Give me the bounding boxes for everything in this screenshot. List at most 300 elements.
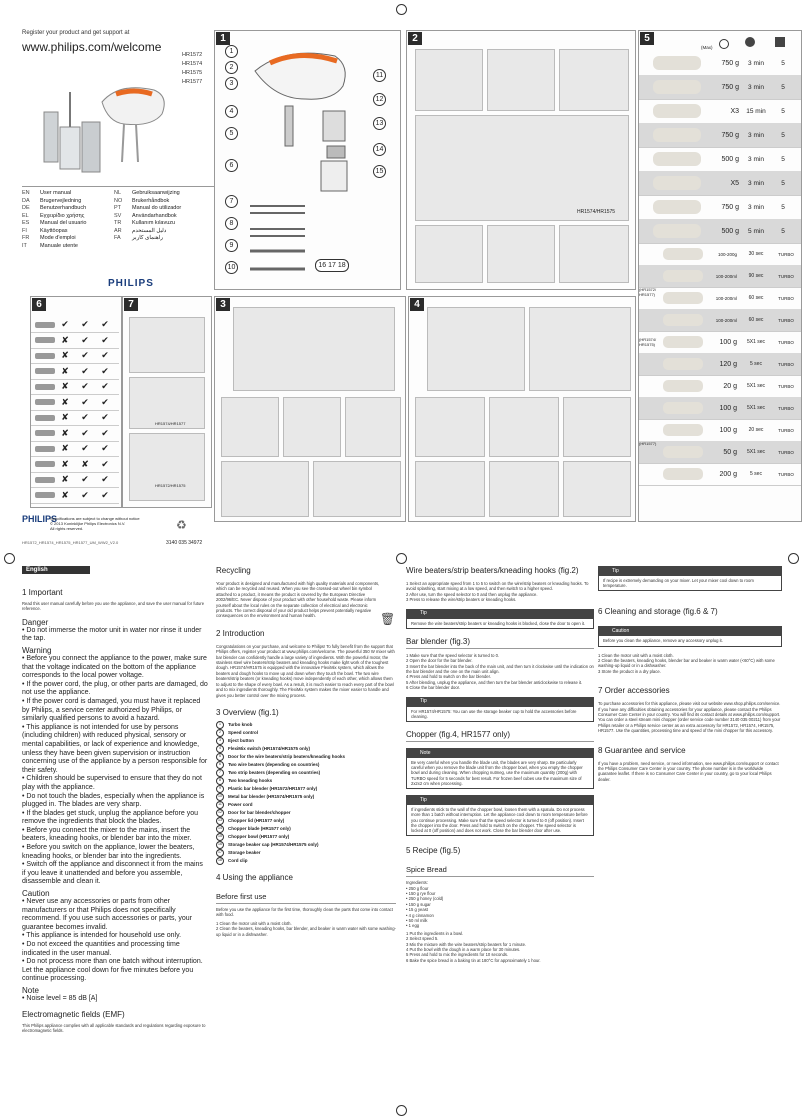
care-row (31, 333, 119, 349)
guarantee-heading: 8 Guarantee and service (598, 745, 686, 755)
overview-label: Storage beaker cap (HR1574/HR1575 only) (228, 842, 319, 848)
column-2 (216, 566, 396, 937)
warning-list (22, 655, 208, 887)
figure-5-panel (638, 30, 802, 522)
recipe-amount: X5 (730, 179, 739, 187)
overview-list (216, 721, 396, 865)
fig2-step5 (415, 225, 483, 283)
caution-list (22, 898, 208, 984)
check-icon: ✔ (101, 458, 109, 469)
fig7-label-2: HR1572/HR1575 (155, 483, 186, 488)
fig2-model-label: HR1574/HR1575 (577, 209, 616, 215)
turbo-row (639, 353, 801, 376)
spec-block (50, 516, 140, 531)
part-icon (35, 415, 55, 421)
check-icon: ✔ (101, 319, 109, 329)
recipe-amount: 750 g (721, 203, 739, 211)
language-row (22, 235, 222, 243)
recipe-row (639, 99, 801, 124)
recipe-speed: 5 (781, 107, 785, 115)
overview-label: Metal bar blender (HR1574/HR1575 only) (228, 794, 315, 800)
language-code: AR (114, 227, 122, 234)
overview-item (216, 745, 396, 753)
list-item: 5 Press and hold to mix the ingredients for 10 seconds. (406, 952, 509, 958)
fig2-step3 (559, 49, 629, 111)
check-icon: ✔ (101, 381, 109, 391)
side-label-1: (HR1572/ HR1577) (639, 287, 657, 297)
recipe-row (639, 147, 801, 172)
language-title: User manual (40, 190, 72, 196)
turbo-speed: TURBO (778, 383, 794, 389)
food-icon (663, 446, 703, 458)
overview-number: 16 (216, 841, 224, 849)
note-bar: Note (406, 748, 594, 757)
turbo-amount: 120 g (719, 360, 737, 368)
speed-icon (775, 37, 785, 47)
figure-5-tag: 5 (640, 32, 654, 45)
turbo-time: 20 sec (748, 427, 764, 433)
wire-heading: Wire beaters/strip beaters/kneading hooks (fig.2) (406, 566, 579, 575)
turbo-time: 5 sec (750, 361, 762, 367)
turbo-speed: TURBO (778, 295, 794, 301)
language-list (22, 190, 222, 250)
list-item: • 1 egg (406, 923, 420, 929)
figure-3-panel (214, 296, 406, 522)
turbo-speed: TURBO (778, 317, 794, 323)
max-label: (Max) (701, 45, 713, 50)
crop-mark-top (396, 4, 407, 15)
bin-icon: 🗑 (380, 612, 396, 626)
turbo-row (639, 419, 801, 442)
fig4-step2 (529, 307, 631, 391)
side-label-3: (HR1577) (639, 441, 657, 446)
tip-2-body: For HR1574/HR1575: You can use the storage beaker cup to hold the accessories before cleaning. (406, 706, 594, 722)
emf-text: This Philips appliance complies with all applicable standards and regulations regarding exposure to electromagnetic fields. (22, 1022, 206, 1033)
callout-number: 6 (225, 159, 238, 172)
crop-mark-center (396, 553, 407, 564)
food-icon (663, 248, 703, 260)
figure-2-panel (406, 30, 636, 290)
list-item: • If the power cord is damaged, you must have it replaced by Philips, a service center authorized by Philips, or similarly qualified persons to avoid a hazard. (22, 697, 201, 723)
part-icon (35, 353, 55, 359)
overview-number: 5 (216, 753, 224, 761)
overview-label: Chopper bowl (HR1577 only) (228, 834, 290, 840)
tip-3-body: If ingredients stick to the wall of the chopper bowl, loosen them with a spatula. Do not process more than 1 batch without interruption. Let the appliance cool down to room temperature before you continue processing. Make sure that the speed selector is turned to 0 (off position). Insert the chopper into the door. Press and hold to switch on the chopper. The speed selector is locked at 0 (off position) and does not work. Close the bar blender door after use. (406, 804, 594, 836)
list-item: Ingredients: (406, 880, 428, 886)
figure-4-tag: 4 (410, 298, 424, 311)
cross-icon: ✘ (61, 396, 69, 407)
food-icon (653, 224, 701, 238)
language-code: SV (114, 212, 122, 219)
list-item: 4 Press and hold to switch on the bar blender. (406, 674, 491, 680)
overview-number: 6 (216, 761, 224, 769)
food-icon (663, 402, 703, 414)
check-icon: ✔ (101, 443, 109, 453)
food-icon (663, 336, 703, 348)
overview-label: Plastic bar blender (HR1572/HR1577 only) (228, 786, 318, 792)
list-item: 1 Put the ingredients in a bowl. (406, 930, 464, 936)
caution-bar: Caution (598, 626, 782, 635)
language-title: Benutzerhandbuch (40, 205, 87, 211)
model-2: HR1574 (182, 61, 203, 67)
food-icon (653, 176, 701, 190)
overview-number: 14 (216, 825, 224, 833)
chopper-heading: Chopper (fig.4, HR1577 only) (406, 730, 594, 742)
website-url[interactable]: www.philips.com/welcome (22, 40, 162, 54)
check-icon: ✔ (101, 489, 109, 500)
part-icon (35, 461, 55, 467)
recipe-speed: 5 (781, 203, 785, 211)
recipe-amount: 500 g (721, 227, 739, 235)
cross-icon: ✘ (61, 427, 69, 438)
figure-1-panel (214, 30, 401, 290)
overview-label: Chopper blade (HR1577 only) (228, 826, 291, 832)
part-icon (35, 322, 55, 328)
turbo-amount: 20 g (723, 382, 737, 390)
mixer-parts-drawing (245, 41, 355, 281)
before-text: Before you use the appliance for the first time, thoroughly clean the parts that come into contact with food. (216, 906, 393, 918)
turbo-time: 60 sec (748, 317, 764, 323)
language-code: PT (114, 205, 122, 211)
callout-number: 12 (373, 93, 386, 106)
list-item: 2 Clean the beaters, kneading hooks, bar blender, and beaker in warm water with some washing-up liquid or in a dishwasher. (216, 926, 396, 937)
language-code: DE (22, 205, 30, 211)
fig4-step7 (489, 461, 559, 517)
language-row (22, 205, 222, 213)
recipe-speed: 5 (781, 227, 785, 235)
list-item: 2 Select speed 5. (406, 936, 439, 942)
important-heading: 1 Important (22, 588, 63, 597)
caution-body: Before you clean the appliance, remove any accessory unplug it. (598, 635, 782, 646)
language-code: DA (22, 197, 30, 204)
overview-label: Storage beaker (228, 850, 261, 856)
model-1: HR1572 (182, 52, 203, 58)
recycling-text: Your product is designed and manufactured with high quality materials and components, which can be recycled and reused. When you see the crossed-out wheel bin symbol attached to a product, it means the product is covered by the European Directive 2002/96/EC. Never dispose of your product with other household waste. Please inform yourself about the local rules on the separate collection of electrical and electronic products. The correct disposal of your old product helps prevent potentially negative consequences on the environment and human health. (216, 581, 380, 619)
check-icon: ✔ (101, 427, 109, 438)
list-item: 5 After blending, unplug the appliance, and then turn the bar blender anticlockwise to release it. (406, 679, 583, 685)
overview-item (216, 793, 396, 801)
cleaning-steps (598, 653, 782, 675)
overview-number: 13 (216, 817, 224, 825)
overview-number: 3 (216, 737, 224, 745)
turbo-speed: TURBO (778, 427, 794, 433)
overview-number: 10 (216, 793, 224, 801)
turbo-amount: 100 g (719, 338, 737, 346)
cross-icon: ✘ (61, 474, 69, 484)
tip-1-bar: Tip (406, 609, 594, 618)
list-item: • Noise level = 85 dB [A] (22, 994, 98, 1002)
recipe-time: 3 min (748, 203, 764, 211)
fig2-step1 (415, 49, 483, 111)
care-row (31, 472, 119, 488)
turbo-amount: 100 g (719, 404, 737, 412)
turbo-speed: TURBO (778, 449, 794, 455)
clock-icon (719, 39, 729, 49)
bar-blender-heading: Bar blender (fig.3) (406, 637, 594, 649)
fig4-step8 (563, 461, 631, 517)
language-title: Brukerhåndbok (132, 197, 170, 204)
divider (22, 186, 222, 187)
recipe-amount: 750 g (721, 131, 739, 139)
food-icon (663, 314, 703, 326)
list-item: • 250 g honey (cold) (406, 896, 444, 902)
recipe-heading: 5 Recipe (fig.5) (406, 846, 461, 856)
list-item: 3 Store the product in a dry place. (598, 668, 661, 674)
list-item: • Do not exceed the quantities and processing time indicated in the user manual. (22, 941, 180, 957)
food-icon (653, 56, 701, 70)
fig4-step3 (415, 397, 485, 457)
callout-number: 7 (225, 195, 238, 208)
fig2-step2 (487, 49, 555, 111)
check-icon: ✔ (81, 319, 89, 329)
cross-icon: ✘ (81, 458, 89, 469)
turbo-row (639, 397, 801, 420)
part-icon (35, 430, 55, 436)
recipe-speed: 5 (781, 83, 785, 91)
list-item: 3 Press to release the wire/strip beaters or kneading hooks. (406, 597, 517, 603)
language-row (22, 243, 222, 251)
caution-heading: Caution (22, 889, 50, 899)
overview-item (216, 857, 396, 865)
language-title: Käyttöopas (40, 227, 68, 234)
check-icon: ✔ (101, 350, 109, 360)
turbo-row (639, 309, 801, 332)
overview-label: Door for the wire beaters/strip beaters/kneading hooks (228, 754, 346, 760)
register-text: Register your product and get support at (22, 30, 130, 36)
care-row (31, 457, 119, 473)
callout-number: 13 (373, 117, 386, 130)
recipe-speed: 5 (781, 131, 785, 139)
warning-heading: Warning (22, 646, 52, 655)
overview-heading: 3 Overview (fig.1) (216, 707, 279, 717)
list-item: • If the blades get stuck, unplug the appliance before you remove the ingredients that block the blades. (22, 809, 199, 826)
figure-6-panel (30, 296, 122, 508)
recipe-time: 3 min (748, 59, 764, 67)
overview-number: 7 (216, 769, 224, 777)
check-icon: ✔ (81, 381, 89, 391)
overview-item (216, 817, 396, 825)
callout-number: 4 (225, 105, 238, 118)
language-title: Manuale utente (40, 242, 78, 249)
recipe-row (639, 219, 801, 244)
part-icon (35, 446, 55, 452)
recipe-time: 3 min (748, 131, 764, 139)
callout-number: 2 (225, 61, 238, 74)
turbo-time: 60 sec (748, 295, 764, 301)
overview-number: 1 (216, 721, 224, 729)
before-steps (216, 921, 396, 937)
list-item: 3 Insert the bar blender into the back of the main unit, and then turn it clockwise until the indication on the bar blender and the one on the main unit align. (406, 663, 594, 675)
list-item: • Before you switch on the appliance, lower the beaters, kneading hooks, or blender bar into the ingredients. (22, 844, 195, 860)
figure-6-tag: 6 (32, 298, 46, 311)
overview-label: Two kneading hooks (228, 778, 273, 784)
turbo-row (639, 265, 801, 288)
intro-text: Congratulations on your purchase, and welcome to Philips! To fully benefit from the support that Philips offers, register your product at www.philips.com/welcome. The powerful 350 W mixer with bar blender can confidently handle a large variety of ingredients. With the powerful motor, the stainless steel wire beaters/strip beaters and kneading hooks make light work of the toughest dough. HR1574/HR1575 is equipped with the innovative FlexiMix system, which allows the beaters and dough hooks to move up and down when they touch the bowl. The two wire beaters/strip beaters (or kneading hooks) move independently of each other, which allows them to adjust to the shape of every bowl. As a result, it is much easier to reach every part of the bowl and to mix ingredients thoroughly. The FlexiMix system makes the mixer easier to handle and gives you better control over the mixing process. (216, 643, 395, 698)
list-item: • 50 ml milk (406, 917, 428, 923)
fig4-step4 (489, 397, 559, 457)
overview-number: 9 (216, 785, 224, 793)
spec-text: Specifications are subject to change without notice (50, 516, 140, 521)
fig4-step1 (427, 307, 525, 391)
turbo-amount: 100 g (719, 426, 737, 434)
care-row (31, 317, 119, 333)
cross-icon: ✘ (61, 381, 69, 391)
philips-logo: PHILIPS (108, 278, 154, 289)
language-title: راهنمای کاربر (132, 235, 163, 241)
turbo-time: 5X1 sec (746, 449, 766, 455)
fig7-step1 (129, 317, 205, 373)
overview-number: 17 (216, 849, 224, 857)
model-4: HR1577 (182, 79, 203, 85)
check-icon: ✔ (81, 412, 89, 422)
part-icon (35, 384, 55, 390)
recipe-row (639, 195, 801, 220)
turbo-speed: TURBO (778, 273, 794, 279)
recipe-time: 3 min (748, 155, 764, 163)
product-illustration (24, 72, 174, 180)
language-title: Εγχειρίδιο χρήσης (40, 212, 85, 219)
cross-icon: ✘ (61, 412, 69, 422)
list-item: 1 Clean the motor unit with a moist cloth. (598, 652, 674, 658)
list-item: 2 After use, turn the speed selector to 0 and then unplug the appliance. (406, 591, 538, 597)
overview-item (216, 801, 396, 809)
overview-label: Door for bar blender/chopper (228, 810, 291, 816)
language-code: ES (22, 220, 30, 226)
overview-number: 15 (216, 833, 224, 841)
callout-number: 10 (225, 261, 238, 274)
care-row (31, 395, 119, 411)
language-code: EN (22, 190, 30, 196)
list-item: • This appliance is not intended for use by persons (including children) with reduced physical, sensory or mental capabilities, or lack of experience and knowledge, unless they have been given supervision or instruction concerning use of the appliance by a person responsible for their safety. (22, 723, 208, 774)
overview-item (216, 769, 396, 777)
before-heading: Before first use (216, 892, 396, 904)
fig3-step3 (283, 397, 341, 457)
overview-item (216, 849, 396, 857)
crop-mark-left (4, 553, 15, 564)
turbo-amount: 100-200ml (715, 317, 737, 323)
list-item: • Do not touch the blades, especially when the appliance is plugged in. The blades are very sharp. (22, 792, 205, 809)
column-3 (406, 566, 594, 963)
recipe-row (639, 171, 801, 196)
column-4 (598, 566, 782, 782)
using-heading: 4 Using the appliance (216, 872, 293, 882)
doc-number: 3140 035 34972 (166, 540, 203, 546)
list-item: 2 Clean the beaters, kneading hooks, blender bar and beaker in warm water (<60°C) with some washing-up liquid or in a dishwasher. (598, 658, 775, 669)
turbo-row (639, 463, 801, 486)
language-title: Manual del usuario (40, 220, 87, 226)
doc-code: HR1572_HR1574_HR1575_HR1577_UM_WW2_V2.0 (22, 540, 119, 545)
turbo-speed: TURBO (778, 339, 794, 345)
overview-number: 8 (216, 777, 224, 785)
callout-number: 15 (373, 165, 386, 178)
language-code: NL (114, 190, 122, 196)
recipe-speed: 5 (781, 59, 785, 67)
overview-label: FlexiMix switch (HR1574/HR1575 only) (228, 746, 311, 752)
turbo-time: 5 sec (750, 471, 762, 477)
order-text: To purchase accessories for this appliance, please visit our website www.shop.philips.com/service. If you have any difficulties obtaining accessories for your appliance, please contact the Philips Consumer Care Center in your country. You will find its contact details at www.philips.com/support. You can order a steel stream mini chopper (order service code number 3140 035 00211) from your Philips retailer or a Philips service center as an extra accessory for HR1572, HR1574, HR1575, HR1577. Use the quantities, processing time and speed of the mini chopper for this accessory. (598, 701, 781, 734)
crop-mark-right (788, 553, 799, 564)
overview-label: Chopper lid (HR1577 only) (228, 818, 285, 824)
check-icon: ✔ (81, 396, 89, 407)
fig2-step6 (487, 225, 555, 283)
list-item: • 150 g rye flour (406, 890, 436, 896)
fig3-step1 (233, 307, 395, 391)
model-list (182, 51, 202, 87)
rights-text: All rights reserved. (50, 526, 84, 531)
overview-label: Two strip beaters (depending on countries) (228, 770, 321, 776)
list-item: • 15 g yeast (406, 907, 428, 913)
recipe-amount: X3 (730, 107, 739, 115)
care-row (31, 379, 119, 395)
cross-icon: ✘ (61, 443, 69, 453)
overview-item (216, 809, 396, 817)
overview-label: Turbo knob (228, 722, 253, 728)
copyright-text: © 2013 Koninklijke Philips Electronics N.V. (50, 521, 126, 526)
overview-item (216, 729, 396, 737)
language-title: Användarhandbok (132, 212, 177, 219)
turbo-amount: 200 g (719, 470, 737, 478)
language-row (22, 213, 222, 221)
care-row (31, 441, 119, 457)
list-item: • 4 g cinnamon (406, 912, 434, 918)
part-icon (35, 399, 55, 405)
spice-bread-heading: Spice Bread (406, 865, 594, 877)
food-icon (663, 468, 703, 480)
cross-icon: ✘ (61, 489, 69, 500)
list-item: 1 Make sure that the speed selector is turned to 0. (406, 652, 500, 658)
cross-icon: ✘ (61, 365, 69, 376)
tip-4-body: If recipe is extremely demanding on your mixer. Let your mixer cool down to room temperature. (598, 575, 782, 591)
list-item: 6 Close the bar blender door. (406, 685, 461, 691)
turbo-time: 30 sec (748, 251, 764, 257)
callout-number: 9 (225, 239, 238, 252)
recipe-row (639, 75, 801, 100)
recipe-time: 5 min (748, 227, 764, 235)
part-icon (35, 337, 55, 343)
wire-steps (406, 581, 594, 603)
check-icon: ✔ (81, 350, 89, 360)
language-title: دليل المستخدم (132, 227, 167, 234)
food-icon (663, 380, 703, 392)
list-item: • Do not process more than one batch without interruption. Let the appliance cool down for five minutes before you continue processing. (22, 958, 203, 983)
turbo-speed: TURBO (778, 251, 794, 257)
turbo-amount: 100-200ml (715, 273, 737, 279)
order-heading: 7 Order accessories (598, 686, 670, 696)
intro-heading: 2 Introduction (216, 628, 265, 638)
check-icon: ✔ (81, 474, 89, 484)
check-icon: ✔ (81, 427, 89, 438)
overview-item (216, 721, 396, 729)
cleaning-heading: 6 Cleaning and storage (fig.6 & 7) (598, 607, 718, 617)
turbo-time: 5X1 sec (746, 405, 766, 411)
turbo-speed: TURBO (778, 471, 794, 477)
food-icon (653, 128, 701, 142)
language-title: Brugervejledning (40, 197, 82, 204)
danger-list (22, 627, 208, 644)
part-icon (35, 492, 55, 498)
food-icon (653, 200, 701, 214)
recipe-time: 3 min (748, 83, 764, 91)
overview-item (216, 777, 396, 785)
food-icon (663, 358, 703, 370)
language-code: NO (114, 197, 123, 204)
fig2-step4 (415, 115, 629, 221)
callout-number: 8 (225, 217, 238, 230)
care-row (31, 488, 119, 504)
overview-item (216, 825, 396, 833)
turbo-amount: 100-200ml (715, 295, 737, 301)
cross-icon: ✘ (61, 458, 69, 469)
